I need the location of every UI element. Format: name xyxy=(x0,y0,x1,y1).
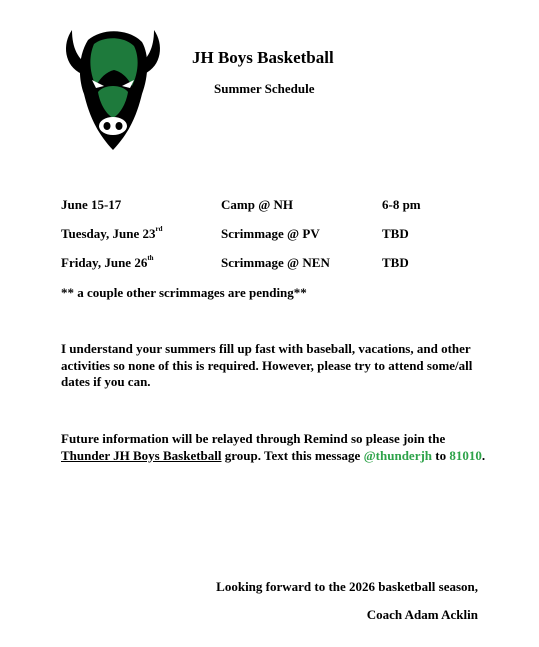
remind-text: group. Text this message xyxy=(221,447,364,463)
bison-head-logo xyxy=(58,22,168,154)
info-paragraph: I understand your summers fill up fast with baseball, vacations, and other activities so none of this is required. However, please try to attend some/all dates if you can. xyxy=(61,341,473,389)
schedule-row xyxy=(0,226,539,246)
schedule-row xyxy=(0,197,539,217)
schedule-event: Scrimmage @ PV xyxy=(221,226,320,241)
schedule-row xyxy=(0,255,539,275)
schedule-date: Friday, June 26th xyxy=(61,254,154,270)
remind-text: to xyxy=(432,447,450,463)
signature: Coach Adam Acklin xyxy=(366,607,478,622)
schedule-event: Camp @ NH xyxy=(221,197,294,212)
remind-paragraph xyxy=(61,431,491,464)
schedule-time: 6-8 pm xyxy=(382,197,421,212)
group-link[interactable]: Thunder JH Boys Basketball xyxy=(61,447,222,463)
remind-code: @thunderjh xyxy=(363,447,433,463)
schedule-time: TBD xyxy=(382,226,409,241)
remind-text: Future information will be relayed through Remind so please join the xyxy=(61,431,446,446)
page-subtitle: Summer Schedule xyxy=(214,81,315,96)
schedule-date: June 15-17 xyxy=(61,197,122,212)
pending-note: ** a couple other scrimmages are pending** xyxy=(61,285,307,300)
closing-line: Looking forward to the 2026 basketball season, xyxy=(216,579,478,594)
schedule-event: Scrimmage @ NEN xyxy=(221,255,330,270)
page-title: JH Boys Basketball xyxy=(192,48,334,67)
schedule-time: TBD xyxy=(382,255,409,270)
schedule-date: Tuesday, June 23rd xyxy=(61,225,163,241)
remind-number: 81010 xyxy=(449,447,482,463)
remind-text: . xyxy=(481,447,486,463)
